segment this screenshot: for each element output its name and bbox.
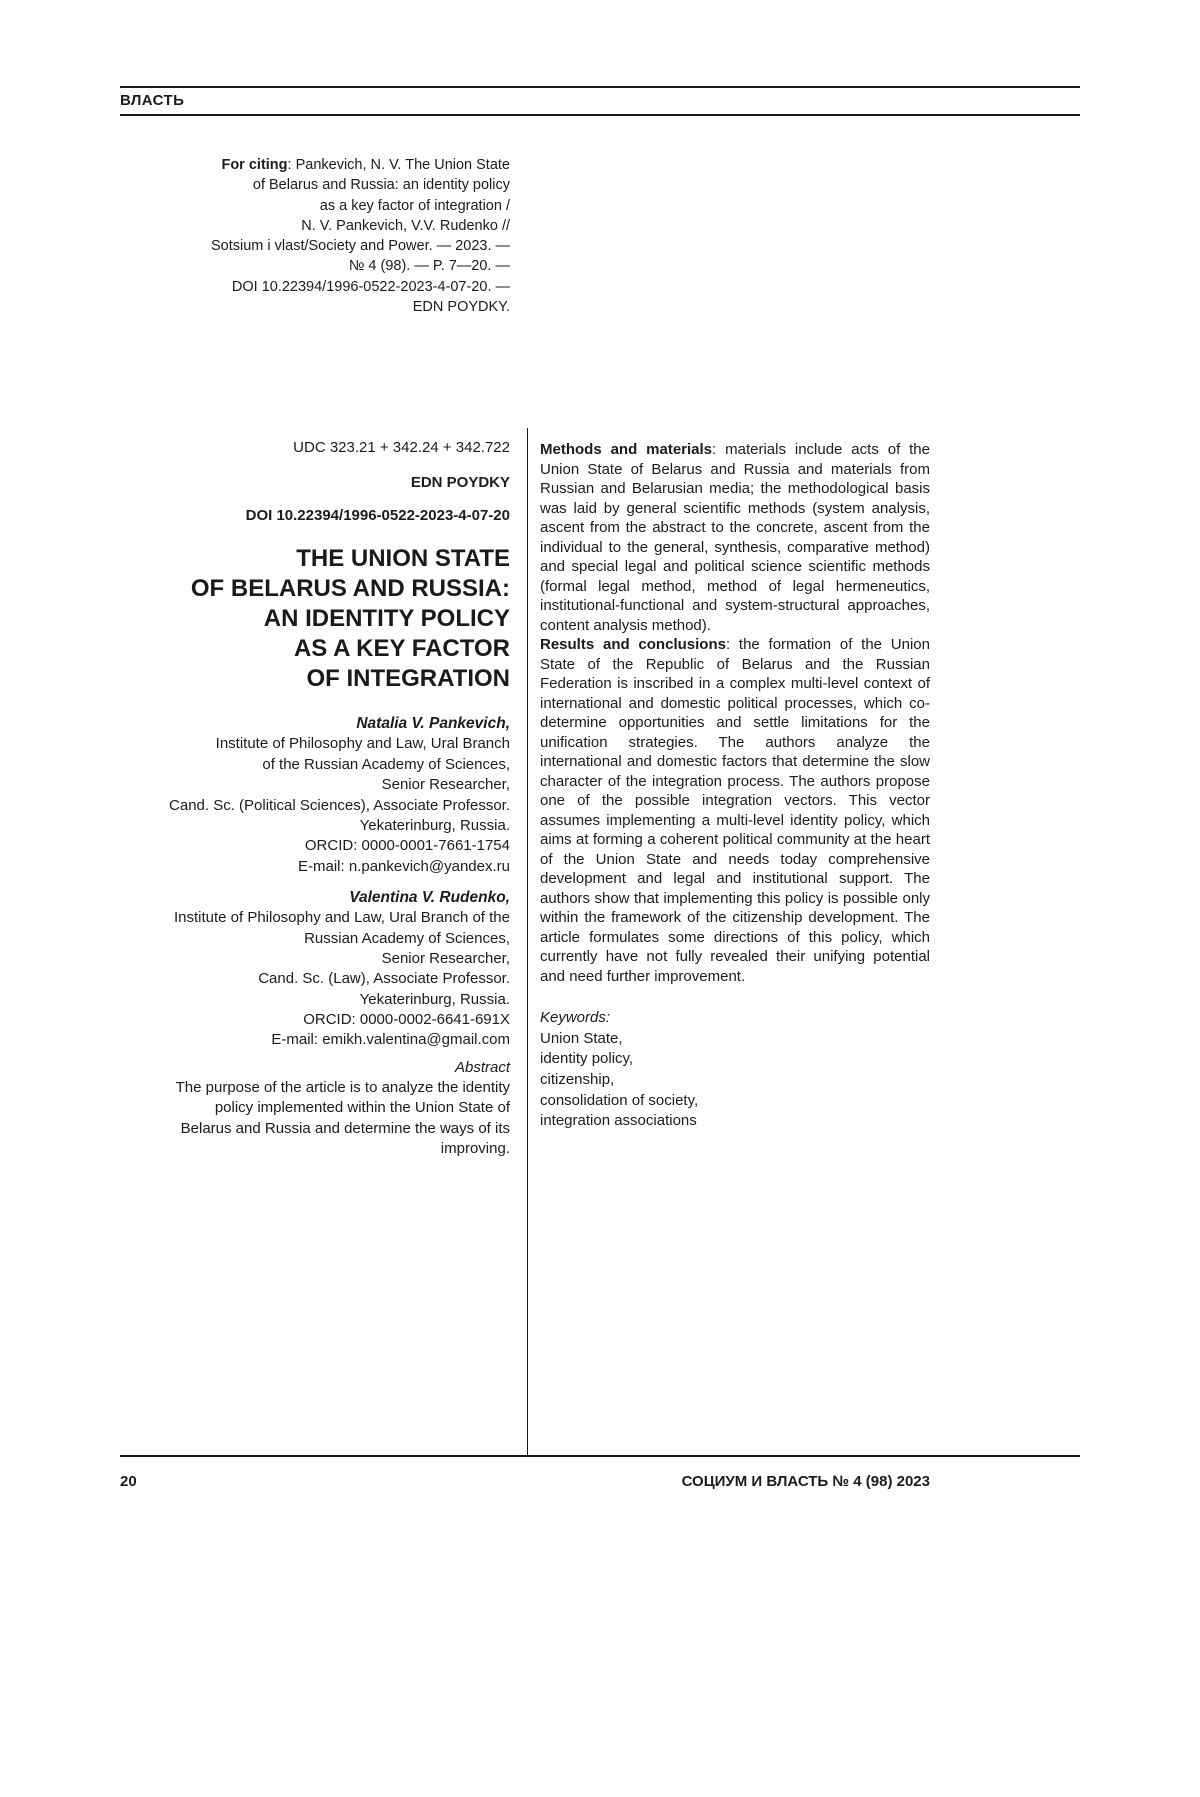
doi-code: DOI 10.22394/1996-0522-2023-4-07-20 [245,507,510,525]
page-footer [120,1455,1080,1490]
edn-code: EDN POYDKY [410,474,510,492]
section-label: ВЛАСТЬ [120,92,185,109]
author-name-2: Valentina V. Rudenko, [349,889,510,907]
footer-rule [120,1455,1080,1457]
author-block-1 [120,715,510,877]
right-column [540,440,930,1132]
left-column [120,155,510,1159]
results-label: Results and conclusions [540,636,726,653]
abstract-heading: Abstract [454,1058,510,1076]
methods-paragraph [540,440,930,635]
keywords-block [540,1008,930,1132]
author-affiliation-2: Institute of Philosophy and Law, Ural Branch of the Russian Academy of Sciences, Senior Researcher, Cand. Sc. (Law), Associate Professor. Yekaterinburg, Russia. ORCID: 0000-0002-6641-691X E-mail: emikh.valentina@gmail.com [173,909,510,1049]
journal-footer-title: СОЦИУМ И ВЛАСТЬ № 4 (98) 2023 [681,1473,930,1490]
citation-label: For citing [221,157,288,173]
abstract-text: The purpose of the article is to analyze the identity policy implemented within the Union State of Belarus and Russia and determine the ways of its improving. [175,1078,510,1158]
methods-label: Methods and materials [540,441,713,458]
citation-lines: of Belarus and Russia: an identity policy as a key factor of integration / N. V. Pankevich, V.V. Rudenko // Sotsium i vlast/Society and Power. — 2023. — № 4 (98). — P. 7—20. — DOI 10.22394/1996-0522-2023-4-07-20. — EDN POYDKY. [211,177,510,316]
two-column-layout [120,155,1080,1159]
udc-number: UDC 323.21 + 342.24 + 342.722 [293,439,510,457]
keywords-list: Union State, identity policy, citizenship, consolidation of society, integration associations [540,1029,699,1130]
running-head [120,86,1080,116]
author-affiliation-1: Institute of Philosophy and Law, Ural Branch of the Russian Academy of Sciences, Senior Researcher, Cand. Sc. (Political Sciences), Associate Professor. Yekaterinburg, Russia. ORCID: 0000-0001-7661-1754 E-mail: n.pankevich@yandex.ru [169,735,510,875]
citation-block [120,155,510,317]
keywords-label: Keywords: [540,1009,611,1026]
footer-row [120,1473,930,1490]
author-block-2 [120,889,510,1051]
methods-text: : materials include acts of the Union State of Belarus and Russia and materials from Russian and Belarusian media; the methodological basis was laid by general scientific methods (system analysis, ascent from the abstract to the concrete, ascent from the individual to the general, synthesis, comparative method) and special legal and political science scientific methods (formal legal method, method of legal hermeneutics, institutional-functional and system-structural approaches, content analysis method). [540,441,930,634]
results-paragraph [540,635,930,986]
article-title: THE UNION STATE OF BELARUS AND RUSSIA: AN IDENTITY POLICY AS A KEY FACTOR OF INTEGRATION [190,545,510,693]
header-rule-bottom [120,114,1080,116]
page-number: 20 [120,1473,137,1490]
results-text: : the formation of the Union State of the Republic of Belarus and the Russian Federation is inscribed in a complex multi-level context of international and domestic political processes, which co-determine opportunities and settle limitations for the unification strategies. The authors analyze the international and domestic factors that determine the slow character of the integration process. The authors propose one of the possible integration vectors. This vector assumes implementing a multi-level identity policy, which aims at forming a coherent political community at the heart of the Union State and needs today comprehensive development and legal and institutional support. The authors show that implementing this policy is possible only within the framework of the citizenship development. The article formulates some directions of this policy, which currently have not fully revealed their unifying potential and need further improvement. [540,636,930,985]
author-name-1: Natalia V. Pankevich, [356,715,510,733]
column-divider [527,428,528,1455]
citation-first-line: : Pankevich, N. V. The Union State [287,157,510,173]
